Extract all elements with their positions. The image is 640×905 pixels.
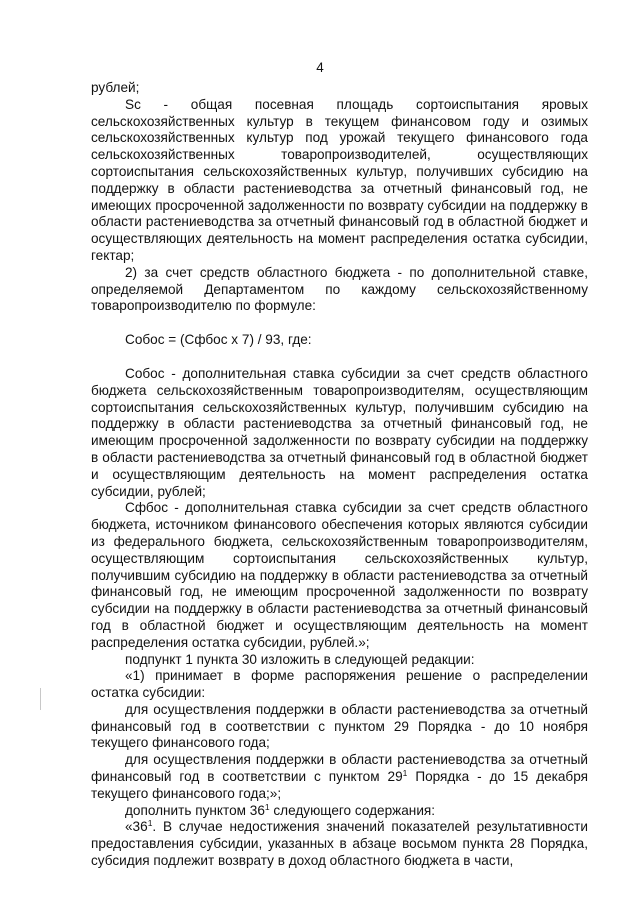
text-span: Порядка - до 15 декабря текущего финансового года;»; [91,769,588,801]
margin-mark [40,688,41,710]
text-span: следующего содержания: [269,802,436,818]
paragraph: Sc - общая посевная площадь сортоиспытания яровых сельскохозяйственных культур в текущем финансовом году и озимых сельскохозяйственных культур под урожай текущего финансового года сельскохозяйственных товаропроизводителей, осуществляющих сортоиспытания сельскохозяйственных культур, получивших субсидию на поддержку в области растениеводства за отчетный финансовый год, не имеющих просроченной задолженности по возврату субсидии на поддержку в области растениеводства за отчетный финансовый год в областной бюджет и осуществляющих деятельность на момент распределения остатка субсидии, гектар; [91,96,588,263]
paragraph [91,803,588,820]
superscript: 1 [264,801,270,812]
superscript: 1 [147,818,153,829]
text-span: . В случае недостижения значений показателей результативности предоставления субсидии, указанных в абзаце восьмом пункта 28 Порядка, субсидия подлежит возврату в доход областного бюджета в части, [91,819,588,869]
paragraph: Собос - дополнительная ставка субсидии за счет средств областного бюджета сельскохозяйственным товаропроизводителям, осуществляющим сортоиспытания сельскохозяйственных культур, получившим субсидию на поддержку в области растениеводства за отчетный финансовый год, не имеющим просроченной задолженности по возврату субсидии на поддержку в области растениеводства за отчетный финансовый год в областной бюджет и осуществляющим деятельность на момент распределения остатка субсидии, рублей; [91,365,588,499]
formula: Собос = (Сфбос х 7) / 93, где: [125,332,312,348]
text-span: «36 [125,819,148,835]
paragraph: для осуществления поддержки в области растениеводства за отчетный финансовый год в соответствии с пунктом 29 Порядка - до 10 ноября текущего финансового года; [91,701,588,751]
document-body [91,80,588,870]
paragraph [91,819,588,869]
paragraph: рублей; [91,80,140,95]
text-span: для осуществления поддержки в области растениеводства за отчетный финансовый год в соответствии с пунктом 29 [91,752,588,785]
paragraph: Сфбос - дополнительная ставка субсидии за счет средств областного бюджета, источником финансового обеспечения которых являются субсидии из федерального бюджета, сельскохозяйственным товаропроизводителям, осуществляющим сортоиспытания сельскохозяйственных культур, получившим субсидию на поддержку в области растениеводства за отчетный финансовый год, не имеющим просроченной задолженности по возврату субсидии на поддержку в области растениеводства за отчетный финансовый год в областной бюджет и осуществляющим деятельность на момент распределения остатка субсидии, рублей.»; [91,500,588,650]
text-span: дополнить пунктом 36 [125,802,265,818]
page-number: 4 [316,60,324,75]
superscript: 1 [402,768,408,779]
paragraph: подпункт 1 пункта 30 изложить в следующей редакции: [125,651,475,667]
paragraph [91,752,588,802]
paragraph: 2) за счет средств областного бюджета - по дополнительной ставке, определяемой Департаментом по каждому сельскохозяйственному товаропроизводителю по формуле: [91,264,588,314]
paragraph: «1) принимает в форме распоряжения решение о распределении остатка субсидии: [91,668,588,701]
